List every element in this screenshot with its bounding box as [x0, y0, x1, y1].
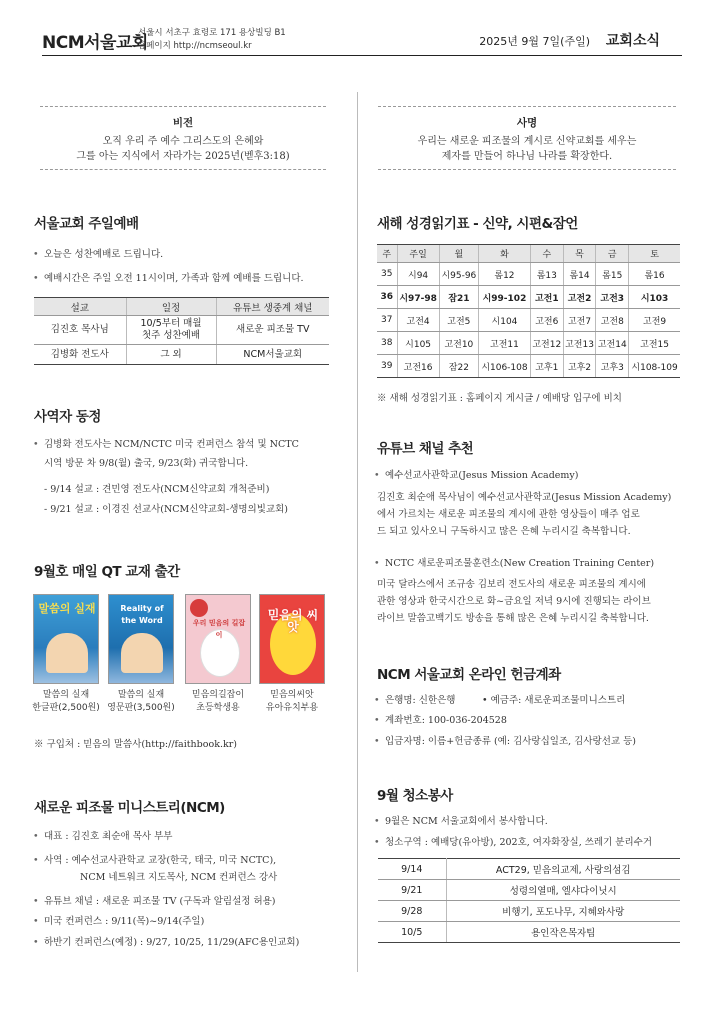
reading-cell: 시99-102: [479, 286, 531, 309]
bible-note: ※ 새해 성경읽기표 : 홈페이지 게시글 / 예배당 입구에 비치: [377, 393, 622, 404]
mission-line: 제자를 만들어 하나님 나라를 확장한다.: [441, 151, 613, 162]
address-line: 서울시 서초구 효령로 171 용상빌딩 B1: [138, 28, 286, 38]
table-row: [377, 263, 680, 286]
book-cover-2: [108, 594, 174, 684]
reading-cell: 고전11: [479, 332, 531, 355]
table-row: [377, 332, 680, 355]
reading-cell: 고전5: [439, 309, 478, 332]
speaker-cell: 김진호 목사님: [34, 316, 126, 345]
reading-cell: 고후1: [530, 355, 563, 378]
schedule-line: 10/5부터 매월: [140, 318, 202, 329]
book-cover-1: [33, 594, 99, 684]
reading-cell: 고전1: [530, 286, 563, 309]
mission-title: 사명: [516, 117, 538, 129]
offering-bank: • 은행명: 신한은행: [385, 692, 455, 709]
reading-cell: 고전3: [596, 286, 629, 309]
date-cell: 9/14: [378, 859, 446, 880]
caption-line: 말씀의 실재: [117, 690, 165, 700]
table-row: [378, 859, 680, 880]
table-row: [378, 901, 680, 922]
desc-line: 미국 달라스에서 조규송 김보리 전도사의 새로운 피조물의 계시에: [377, 579, 646, 590]
caption-line: 믿음의길잡이: [191, 690, 245, 700]
ncm-youtube: • 유튜브 채널 : 새로운 피조물 TV (구독과 알림설정 허용): [44, 893, 276, 910]
book-cover-title: 우리 믿음의 길잡이: [192, 619, 246, 639]
date-cell: 10/5: [378, 922, 446, 943]
table-header: 주: [377, 245, 397, 263]
reading-cell: 시105: [397, 332, 439, 355]
book-cover-title: Reality of the Word: [120, 604, 164, 625]
vision-text: [40, 134, 326, 164]
table-header: 월: [439, 245, 478, 263]
cleaning-bullet: • 청소구역 : 예배당(유아방), 202호, 여자화장실, 쓰레기 분리수거: [385, 834, 652, 851]
table-header-row: [377, 245, 680, 263]
mission-text: [378, 134, 676, 164]
table-header: 설교: [34, 298, 126, 316]
book-cover-4: [259, 594, 325, 684]
vision-title: 비전: [172, 117, 194, 129]
desc-line: 관한 영상과 한국시간으로 화~금요일 저녁 9시에 진행되는 라이브: [377, 596, 651, 607]
ncm-us-conf: • 미국 컨퍼런스 : 9/11(목)~9/14(주일): [44, 913, 204, 930]
table-row-current-week: [377, 286, 680, 309]
reading-cell: 시95-96: [439, 263, 478, 286]
reading-cell: 고후2: [563, 355, 596, 378]
reading-cell: 롬13: [530, 263, 563, 286]
reading-cell: 고전9: [629, 309, 680, 332]
reading-cell: 고전16: [397, 355, 439, 378]
bible-reading-table: [377, 244, 680, 378]
mission-box: [378, 106, 676, 170]
ncm-rep: • 대표 : 김진호 최순애 목사 부부: [44, 828, 172, 845]
table-header: 화: [479, 245, 531, 263]
ncm-work: • 사역 : 예수선교사관학교 교장(한국, 태국, 미국 NCTC),: [44, 852, 276, 869]
reading-cell: 고후3: [596, 355, 629, 378]
reading-cell: 시106-108: [479, 355, 531, 378]
caption-line: 말씀의 실재: [42, 690, 90, 700]
worship-title: 서울교회 주일예배: [34, 216, 139, 232]
bulletin-title: 교회소식: [605, 33, 660, 49]
worship-bullet: • 오늘은 성찬예배로 드립니다.: [44, 246, 163, 263]
table-header: 금: [596, 245, 629, 263]
table-header: 주일: [397, 245, 439, 263]
caption-line: 유아유치부용: [265, 703, 319, 713]
reading-cell: 잠21: [439, 286, 478, 309]
reading-cell: 롬16: [629, 263, 680, 286]
reading-cell: 고전12: [530, 332, 563, 355]
book-cover-3: [185, 594, 251, 684]
table-header-row: [34, 298, 329, 316]
church-name: NCM서울교회: [42, 33, 148, 53]
week-cell: 36: [377, 286, 397, 309]
schedule-cell: [126, 316, 216, 345]
bulletin-date: 2025년 9월 7일(주일): [479, 35, 590, 48]
table-header: 토: [629, 245, 680, 263]
page-header: [42, 26, 682, 56]
cover-badge-icon: [190, 599, 208, 617]
reading-cell: 고전7: [563, 309, 596, 332]
youtube-item: • 예수선교사관학교(Jesus Mission Academy): [385, 467, 578, 484]
caption-line: 한글판(2,500원): [32, 703, 100, 713]
reading-cell: 시104: [479, 309, 531, 332]
cleaning-table: [378, 858, 680, 943]
desc-line: 에서 가르치는 새로운 피조물의 계시에 관한 영상들이 매주 업로: [377, 509, 640, 520]
desc-line: 드 되고 있사오니 구독하시고 많은 은혜 누리시길 축복합니다.: [377, 526, 631, 537]
homepage-line: 홈페이지 http://ncmseoul.kr: [138, 41, 252, 51]
reading-cell: 롬12: [479, 263, 531, 286]
book-caption: [252, 689, 332, 715]
table-header: 수: [530, 245, 563, 263]
week-cell: 37: [377, 309, 397, 332]
desc-line: 김진호 최순애 목사님이 예수선교사관학교(Jesus Mission Academy): [377, 492, 672, 503]
date-cell: 9/28: [378, 901, 446, 922]
table-header: 일정: [126, 298, 216, 316]
book-caption: [101, 689, 181, 715]
table-row: [377, 309, 680, 332]
column-divider: [357, 92, 358, 972]
offering-depositor: • 입금자명: 이름+헌금종류 (예: 김사랑십일조, 김사랑선교 등): [385, 733, 636, 750]
reading-cell: 시94: [397, 263, 439, 286]
caption-line: 영문판(3,500원): [107, 703, 175, 713]
bible-title: 새해 성경읽기표 - 신약, 시편&잠언: [377, 216, 578, 232]
offering-title: NCM 서울교회 온라인 헌금계좌: [377, 667, 561, 683]
qt-title: 9월호 매일 QT 교재 출간: [34, 564, 180, 580]
table-row: [34, 345, 329, 365]
ministers-text: • 김병화 전도사는 NCM/NCTC 미국 컨퍼런스 참석 및 NCTC: [44, 436, 299, 453]
youtube-desc: [377, 489, 671, 540]
table-row: [377, 355, 680, 378]
reading-cell: 고전4: [397, 309, 439, 332]
week-cell: 39: [377, 355, 397, 378]
youtube-title: 유튜브 채널 추천: [377, 441, 474, 457]
cleaning-bullet: • 9월은 NCM 서울교회에서 봉사합니다.: [385, 813, 548, 830]
youtube-item: • NCTC 새로운피조물훈련소(New Creation Training Center): [385, 555, 654, 572]
ministers-text-2: 시역 방문 차 9/8(월) 출국, 9/23(화) 귀국합니다.: [44, 458, 249, 469]
offering-account: • 계좌번호: 100-036-204528: [385, 712, 507, 729]
purchase-note: ※ 구입처 : 믿음의 말씀사(http://faithbook.kr): [34, 739, 237, 750]
ministers-title: 사역자 동정: [34, 409, 101, 425]
reading-cell: 잠22: [439, 355, 478, 378]
schedule-cell: 그 외: [126, 345, 216, 365]
reading-cell: 고전8: [596, 309, 629, 332]
table-row: [378, 922, 680, 943]
book-caption: [26, 689, 106, 715]
team-cell: 비행기, 포도나무, 지혜와사랑: [446, 901, 680, 922]
team-cell: 용인작은목자팀: [446, 922, 680, 943]
team-cell: 성령의열매, 엘샤다이닛시: [446, 880, 680, 901]
church-address: [138, 27, 286, 53]
reading-cell: 롬14: [563, 263, 596, 286]
reading-cell: 고전6: [530, 309, 563, 332]
table-row: [34, 316, 329, 345]
schedule-line: 첫주 성찬예배: [141, 330, 201, 341]
reading-cell: 고전2: [563, 286, 596, 309]
offering-holder: • 예금주: 새로운피조물미니스트리: [482, 695, 626, 706]
reading-cell: 고전10: [439, 332, 478, 355]
week-cell: 38: [377, 332, 397, 355]
worship-bullet: • 예배시간은 주일 오전 11시이며, 가족과 함께 예배를 드립니다.: [44, 270, 304, 287]
channel-cell: 새로운 피조물 TV: [216, 316, 329, 345]
cleaning-title: 9월 청소봉사: [377, 788, 453, 804]
date-cell: 9/21: [378, 880, 446, 901]
youtube-desc: [377, 576, 651, 627]
reading-cell: 고전13: [563, 332, 596, 355]
caption-line: 초등학생용: [196, 703, 240, 713]
table-header: 유튜브 생중계 채널: [216, 298, 329, 316]
reading-cell: 고전14: [596, 332, 629, 355]
reading-cell: 시97-98: [397, 286, 439, 309]
table-header: 목: [563, 245, 596, 263]
ncm-late-conf: • 하반기 컨퍼런스(예정) : 9/27, 10/25, 11/29(AFC용인교회): [44, 934, 299, 951]
ministers-sub: - 9/21 설교 : 이경진 선교사(NCM신약교회-생명의빛교회): [44, 504, 288, 515]
desc-line: 라이브 말씀고백기도 방송을 통해 많은 은혜 누리시길 축복합니다.: [377, 613, 649, 624]
speaker-cell: 김병화 전도사: [34, 345, 126, 365]
worship-table: [34, 297, 329, 365]
ncm-work-2: NCM 네트워크 지도목사, NCM 컨퍼런스 강사: [80, 872, 278, 883]
book-cover-title: 말씀의 실재: [38, 602, 96, 615]
cover-illustration: [46, 633, 88, 673]
caption-line: 믿음의씨앗: [270, 690, 314, 700]
cover-illustration: [121, 633, 163, 673]
vision-line: 그를 아는 지식에서 자라가는 2025년(벧후3:18): [76, 151, 290, 162]
table-row: [378, 880, 680, 901]
reading-cell: 시108-109: [629, 355, 680, 378]
book-caption: [178, 689, 258, 715]
ncm-title: 새로운 피조물 미니스트리(NCM): [34, 800, 225, 816]
reading-cell: 롬15: [596, 263, 629, 286]
reading-cell: 고전15: [629, 332, 680, 355]
vision-box: [40, 106, 326, 170]
reading-cell: 시103: [629, 286, 680, 309]
book-cover-title: 믿음의 씨앗: [267, 608, 319, 634]
mission-line: 우리는 새로운 피조물의 계시로 신약교회를 세우는: [417, 136, 637, 147]
team-cell: ACT29, 믿음의교제, 사랑의섬김: [446, 859, 680, 880]
week-cell: 35: [377, 263, 397, 286]
ministers-sub: - 9/14 설교 : 견민영 전도사(NCM신약교회 개척준비): [44, 484, 270, 495]
vision-line: 오직 우리 주 예수 그리스도의 은혜와: [102, 136, 264, 147]
channel-cell: NCM서울교회: [216, 345, 329, 365]
